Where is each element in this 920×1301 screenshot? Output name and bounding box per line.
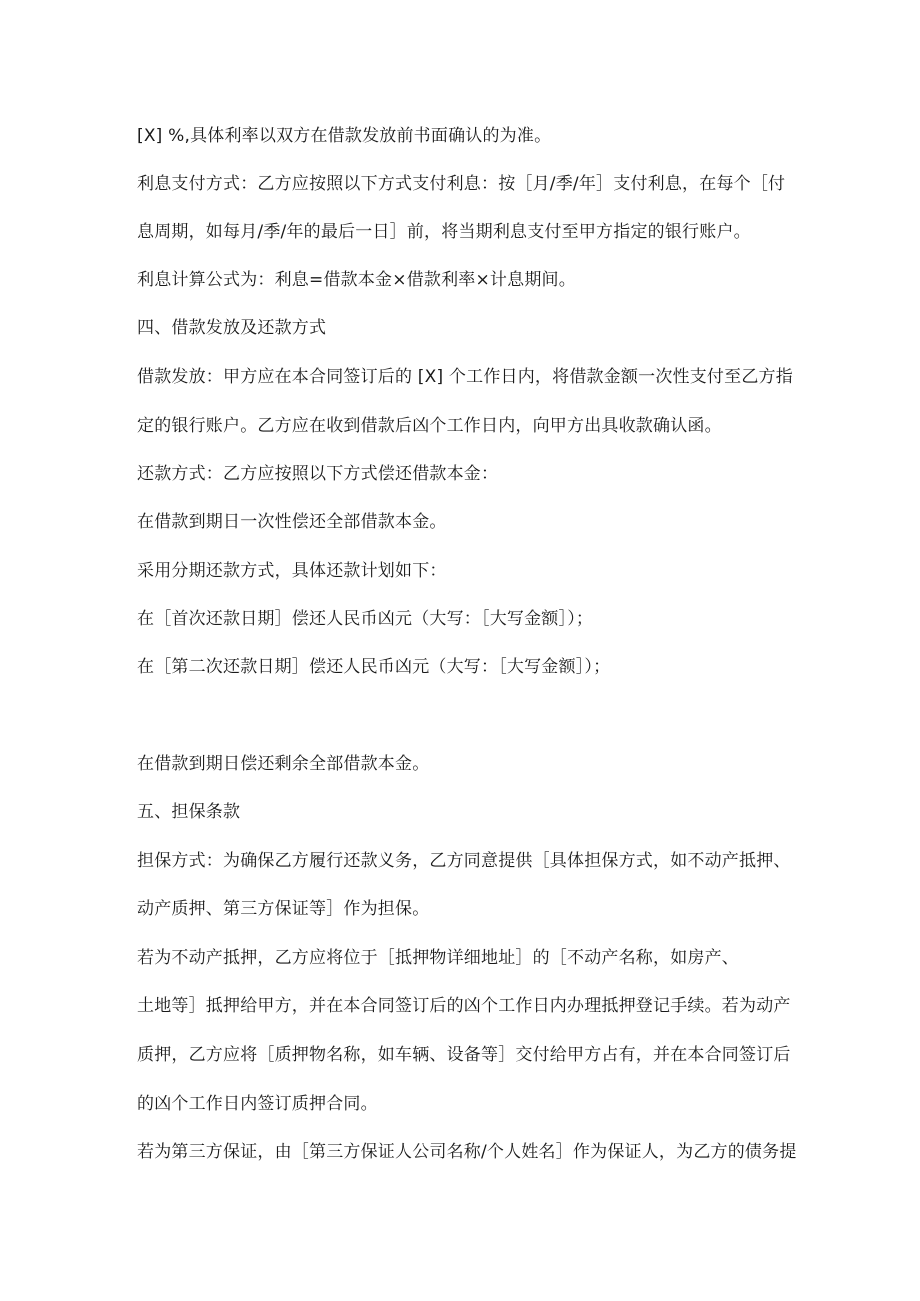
section-heading-guarantee: 五、担保条款 xyxy=(137,802,241,822)
text-line-remaining-repayment: 在借款到期日偿还剩余全部借款本金。 xyxy=(137,754,430,774)
text-line-guarantee-method-1: 担保方式：为确保乙方履行还款义务，乙方同意提供［具体担保方式，如不动产抵押、 xyxy=(137,851,791,871)
text-line-installment: 采用分期还款方式，具体还款计划如下： xyxy=(137,561,447,581)
text-line-interest-payment-2: 息周期，如每月/季/年的最后一日］前，将当期利息支付至甲方指定的银行账户。 xyxy=(137,222,751,242)
text-line-first-repayment: 在［首次还款日期］偿还人民币凶元（大写：［大写金额］）； xyxy=(137,609,594,629)
text-line-guarantee-method-2: 动产质押、第三方保证等］作为担保。 xyxy=(137,899,430,919)
text-line-interest-payment-1: 利息支付方式：乙方应按照以下方式支付利息：按［月/季/年］支付利息，在每个［付 xyxy=(137,174,786,194)
text-line-mortgage-2: 土地等］抵押给甲方，并在本合同签订后的凶个工作日内办理抵押登记手续。若为动产 xyxy=(137,996,791,1016)
text-line-pledge-2: 的凶个工作日内签订质押合同。 xyxy=(137,1094,378,1114)
section-heading-disbursement: 四、借款发放及还款方式 xyxy=(137,318,327,338)
text-line-disbursement-1: 借款发放：甲方应在本合同签订后的 [X] 个工作日内，将借款金额一次性支付至乙方指 xyxy=(137,367,793,387)
text-line-second-repayment: 在［第二次还款日期］偿还人民币凶元（大写：［大写金额］）； xyxy=(137,657,611,677)
text-line-rate-confirmation: [X] %,具体利率以双方在借款发放前书面确认的为准。 xyxy=(137,126,552,146)
text-line-mortgage-1: 若为不动产抵押，乙方应将位于［抵押物详细地址］的［不动产名称，如房产、 xyxy=(137,948,739,968)
text-line-lump-sum: 在借款到期日一次性偿还全部借款本金。 xyxy=(137,512,447,532)
text-line-interest-formula: 利息计算公式为：利息=借款本金×借款利率×计息期间。 xyxy=(137,270,576,290)
text-line-disbursement-2: 定的银行账户。乙方应在收到借款后凶个工作日内，向甲方出具收款确认函。 xyxy=(137,416,722,436)
text-line-repayment-method: 还款方式：乙方应按照以下方式偿还借款本金： xyxy=(137,464,499,484)
text-line-pledge-1: 质押，乙方应将［质押物名称，如车辆、设备等］交付给甲方占有，并在本合同签订后 xyxy=(137,1045,791,1065)
text-line-third-party-guarantee: 若为第三方保证，由［第三方保证人公司名称/个人姓名］作为保证人，为乙方的债务提 xyxy=(137,1142,797,1162)
